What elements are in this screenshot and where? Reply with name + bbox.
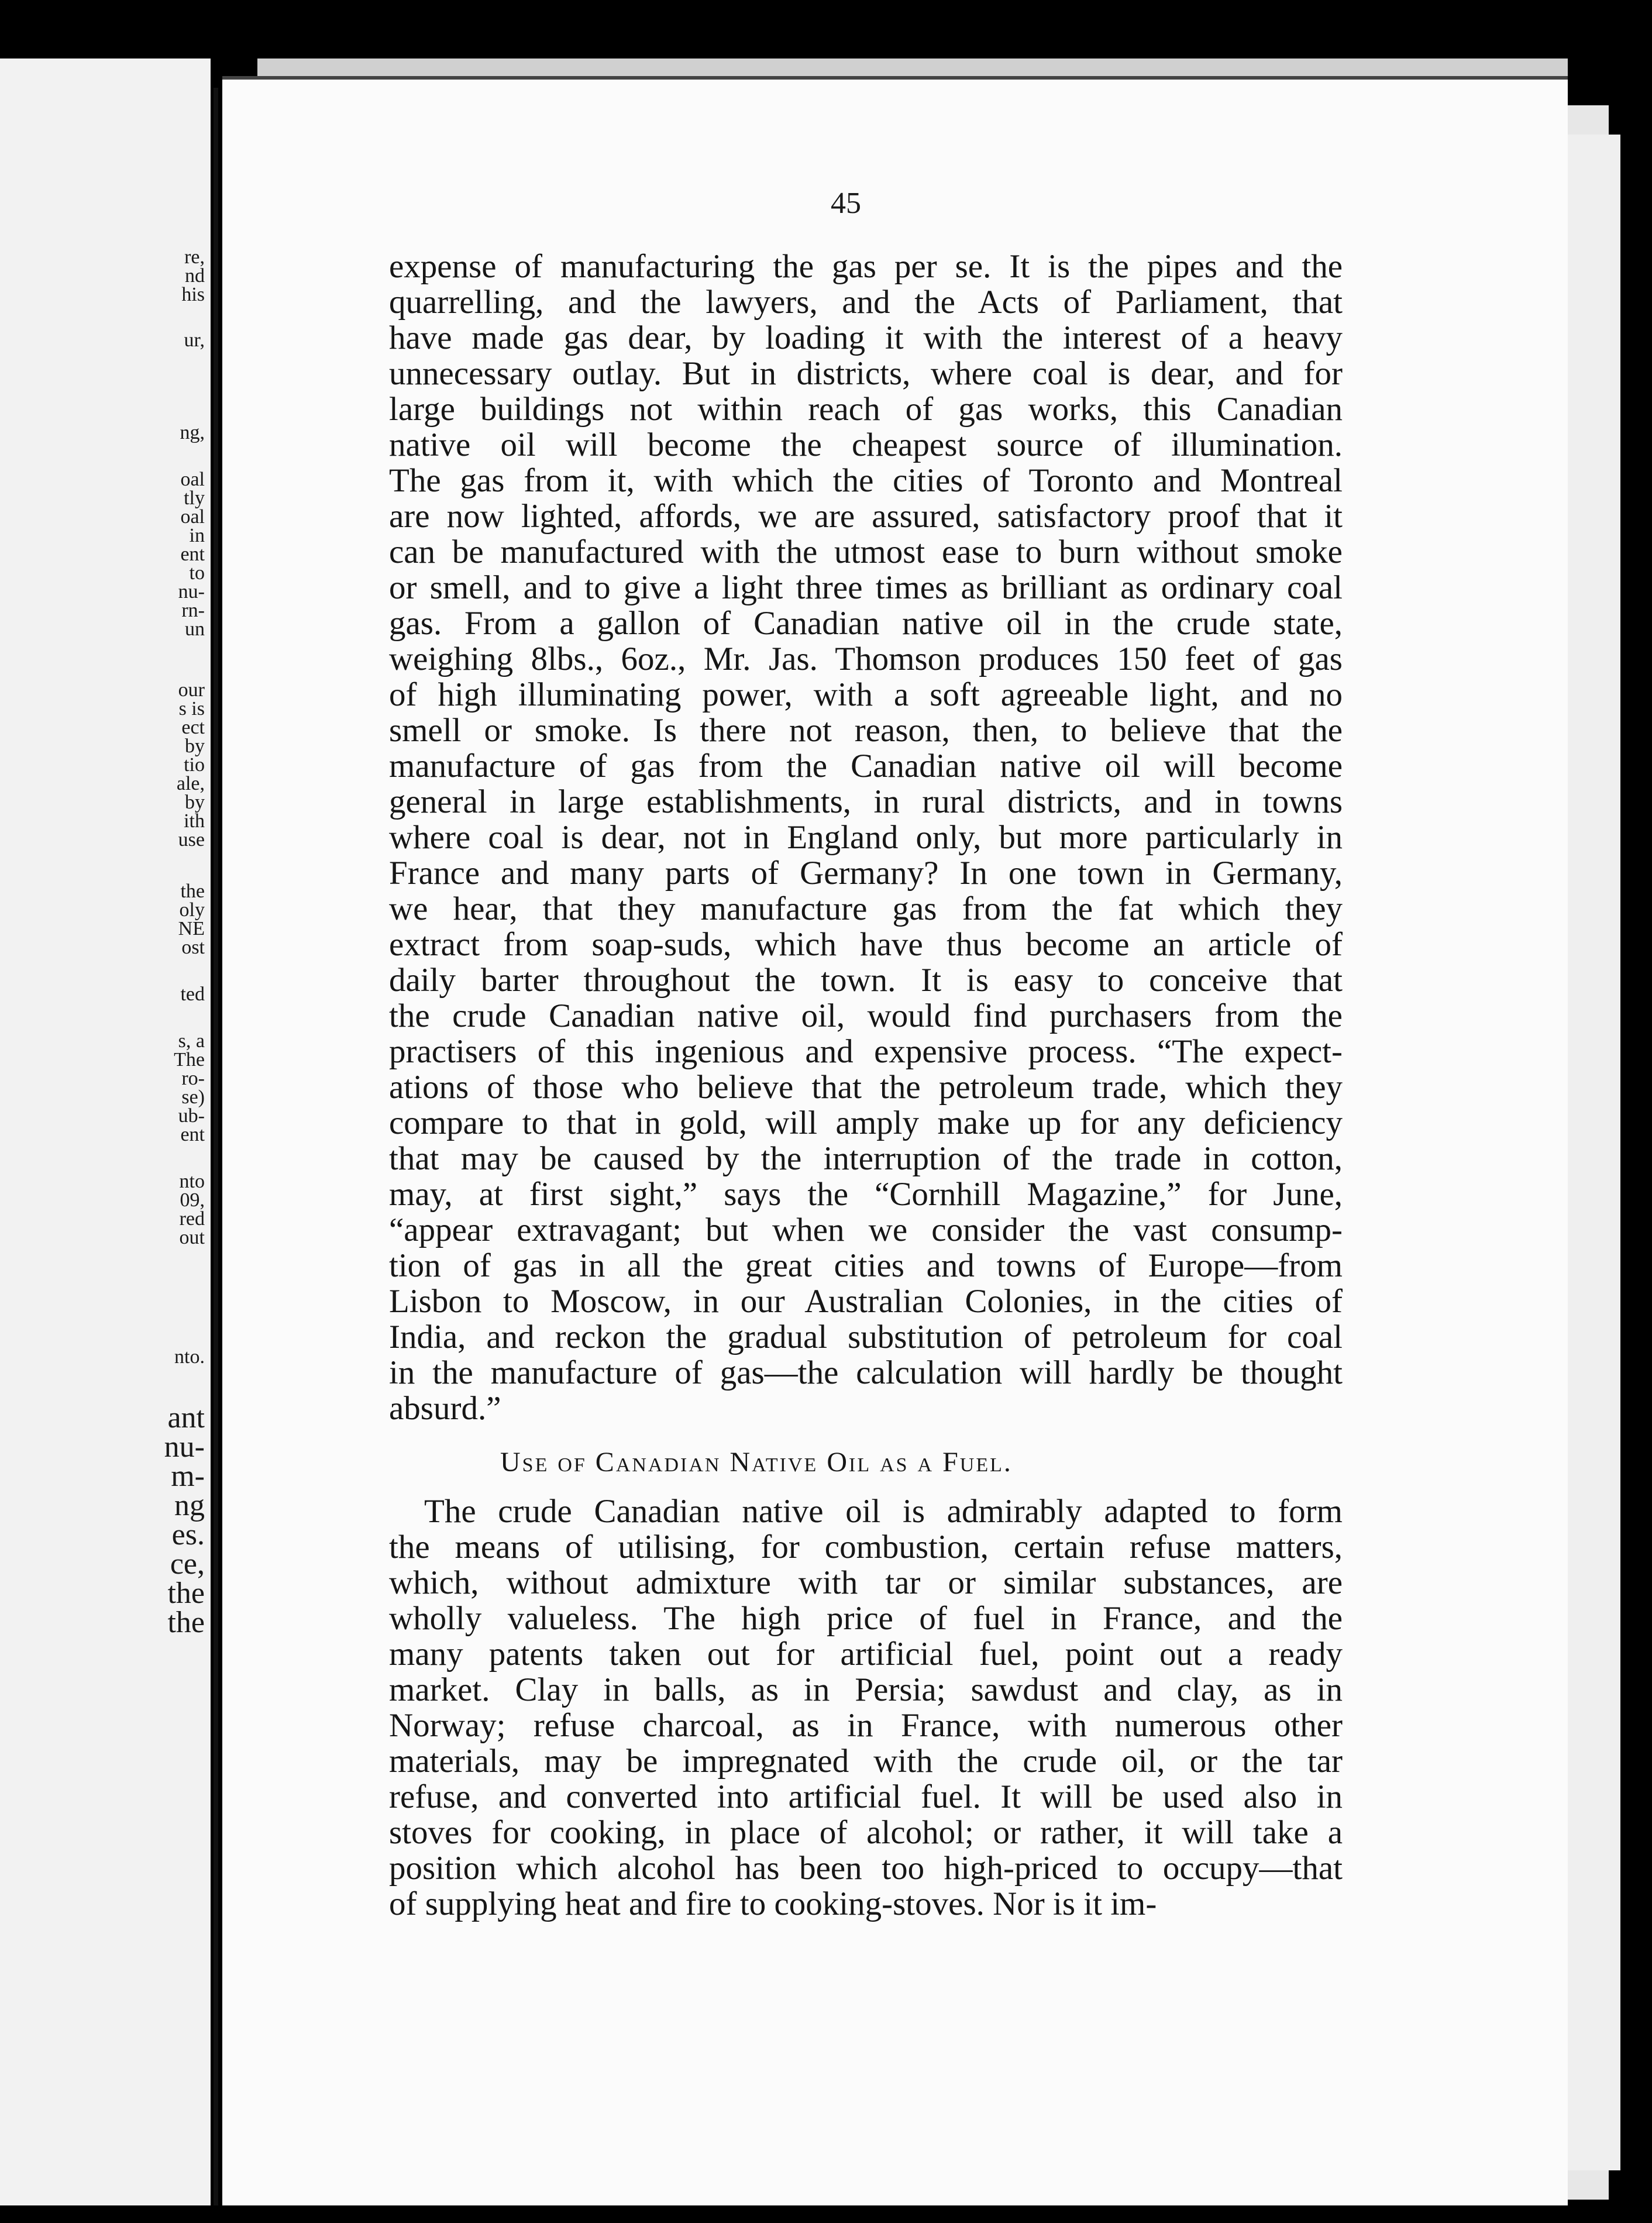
- text-line: we hear, that they manufacture gas from the fat which they: [389, 890, 1343, 927]
- left-page-fragment-text: tio: [184, 754, 205, 776]
- left-page-fragment-text: tly: [184, 487, 205, 509]
- text-line: are now lighted, affords, we are assured, satisfactory proof that it: [389, 498, 1343, 535]
- left-page-fragment-text: the: [180, 880, 205, 902]
- left-page-fragment-text: ost: [181, 937, 205, 958]
- text-line: India, and reckon the gradual substitution of petroleum for coal: [389, 1319, 1343, 1355]
- text-line: market. Clay in balls, as in Persia; sawdust and clay, as in: [389, 1671, 1343, 1708]
- left-page-fragment-text: by: [185, 792, 205, 813]
- left-page-fragment-text: ect: [181, 717, 205, 738]
- page-number: 45: [831, 187, 861, 220]
- left-page-fragment-text: ng: [174, 1489, 205, 1522]
- text-line: “appear extravagant; but when we consider the vast consump-: [389, 1212, 1343, 1248]
- text-line: The crude Canadian native oil is admirably adapted to form: [424, 1493, 1343, 1530]
- text-line: of high illuminating power, with a soft agreeable light, and no: [389, 676, 1343, 713]
- left-page-fragment-text: oal: [180, 506, 205, 528]
- left-page-fragment-text: ent: [180, 543, 205, 565]
- text-line: daily barter throughout the town. It is easy to conceive that: [389, 962, 1343, 999]
- left-page-text-fragments: [0, 58, 205, 2211]
- left-page-fragment-text: the: [167, 1606, 205, 1639]
- left-page-fragment-text: by: [185, 735, 205, 757]
- text-line: general in large establishments, in rural districts, and in towns: [389, 783, 1343, 820]
- text-line: many patents taken out for artificial fuel, point out a ready: [389, 1636, 1343, 1673]
- text-line: large buildings not within reach of gas works, this Canadian: [389, 391, 1343, 428]
- left-page-fragment-text: ith: [184, 810, 205, 832]
- left-page-fragment-text: ce,: [170, 1547, 205, 1581]
- text-line: absurd.”: [389, 1390, 501, 1427]
- left-page-fragment-text: nu-: [178, 581, 205, 603]
- text-line: may, at first sight,” says the “Cornhill Magazine,” for June,: [389, 1176, 1343, 1213]
- left-page-fragment: [0, 58, 211, 2211]
- text-line: wholly valueless. The high price of fuel in France, and the: [389, 1600, 1343, 1637]
- text-line: expense of manufacturing the gas per se. It is the pipes and the: [389, 248, 1343, 285]
- text-line: smell or smoke. Is there not reason, then, to believe that the: [389, 712, 1343, 749]
- text-line: ations of those who believe that the petroleum trade, which they: [389, 1069, 1343, 1106]
- text-line: where coal is dear, not in England only, but more particularly in: [389, 819, 1343, 856]
- text-line: the means of utilising, for combustion, certain refuse matters,: [389, 1529, 1343, 1565]
- left-page-fragment-text: ro-: [181, 1068, 205, 1089]
- left-page-fragment-text: ent: [180, 1124, 205, 1145]
- left-page-fragment-text: ub-: [178, 1105, 205, 1127]
- text-line: have made gas dear, by loading it with the interest of a heavy: [389, 319, 1343, 356]
- text-line: that may be caused by the interruption of the trade in cotton,: [389, 1140, 1343, 1177]
- text-line: can be manufactured with the utmost ease to burn without smoke: [389, 534, 1343, 570]
- text-line: France and many parts of Germany? In one town in Germany,: [389, 855, 1343, 892]
- left-page-fragment-text: rn-: [181, 600, 205, 621]
- text-line: compare to that in gold, will amply make up for any deficiency: [389, 1104, 1343, 1141]
- left-page-fragment-text: ant: [167, 1401, 205, 1434]
- text-line: of supplying heat and fire to cooking-stoves. Nor is it im-: [389, 1885, 1157, 1922]
- left-page-fragment-text: nto.: [174, 1346, 205, 1368]
- left-page-fragment-text: se): [181, 1086, 205, 1108]
- book-gutter: [214, 88, 218, 2217]
- left-page-fragment-text: re,: [184, 246, 205, 268]
- text-line: unnecessary outlay. But in districts, where coal is dear, and for: [389, 355, 1343, 392]
- text-line: native oil will become the cheapest source of illumination.: [389, 426, 1343, 463]
- text-line: materials, may be impregnated with the crude oil, or the tar: [389, 1743, 1343, 1780]
- left-page-fragment-text: ale,: [176, 773, 205, 794]
- text-line: The gas from it, with which the cities of Toronto and Montreal: [389, 462, 1343, 499]
- left-page-fragment-text: es.: [171, 1518, 205, 1551]
- text-line: practisers of this ingenious and expensive process. “The expect-: [389, 1033, 1343, 1070]
- left-page-fragment-text: to: [189, 562, 205, 584]
- scan-bottom-border: [0, 2205, 1652, 2223]
- left-page-fragment-text: out: [179, 1227, 205, 1248]
- text-line: which, without admixture with tar or similar substances, are: [389, 1564, 1343, 1601]
- text-line: Lisbon to Moscow, in our Australian Colonies, in the cities of: [389, 1283, 1343, 1320]
- text-line: gas. From a gallon of Canadian native oil in the crude state,: [389, 605, 1343, 642]
- left-page-fragment-text: s, a: [178, 1030, 205, 1052]
- left-page-fragment-text: in: [189, 525, 205, 546]
- left-page-fragment-text: red: [179, 1208, 205, 1230]
- left-page-fragment-text: our: [178, 679, 205, 701]
- left-page-fragment-text: oal: [180, 469, 205, 490]
- text-line: in the manufacture of gas—the calculation will hardly be thought: [389, 1354, 1343, 1391]
- left-page-fragment-text: ted: [180, 983, 205, 1005]
- left-page-fragment-text: un: [185, 618, 205, 640]
- body-paragraph-1: [389, 249, 1343, 1426]
- text-line: extract from soap-suds, which have thus become an article of: [389, 926, 1343, 963]
- left-page-fragment-text: nto: [179, 1171, 205, 1192]
- text-line: weighing 8lbs., 6oz., Mr. Jas. Thomson produces 150 feet of gas: [389, 641, 1343, 677]
- text-line: stoves for cooking, in place of alcohol; or rather, it will take a: [389, 1814, 1343, 1851]
- left-page-fragment-text: his: [181, 284, 205, 305]
- left-page-fragment-text: nu-: [164, 1430, 205, 1464]
- left-page-fragment-text: NE: [178, 918, 205, 940]
- text-line: or smell, and to give a light three times as brilliant as ordinary coal: [389, 569, 1343, 606]
- body-paragraph-2: [389, 1494, 1343, 1922]
- left-page-fragment-text: ng,: [180, 422, 205, 443]
- section-heading: Use of Canadian Native Oil as a Fuel.: [500, 1447, 1013, 1478]
- text-line: Norway; refuse charcoal, as in France, with numerous other: [389, 1707, 1343, 1744]
- left-page-fragment-text: 09,: [180, 1189, 205, 1211]
- text-line: manufacture of gas from the Canadian native oil will become: [389, 748, 1343, 784]
- text-line: the crude Canadian native oil, would find purchasers from the: [389, 997, 1343, 1034]
- left-page-fragment-text: use: [178, 829, 205, 851]
- text-line: tion of gas in all the great cities and towns of Europe—from: [389, 1247, 1343, 1284]
- left-page-fragment-text: s is: [178, 698, 205, 720]
- left-page-fragment-text: m-: [171, 1460, 205, 1493]
- text-line: quarrelling, and the lawyers, and the Acts of Parliament, that: [389, 284, 1343, 321]
- text-line: refuse, and converted into artificial fuel. It will be used also in: [389, 1778, 1343, 1815]
- left-page-fragment-text: the: [167, 1577, 205, 1610]
- left-page-fragment-text: oly: [179, 899, 205, 921]
- left-page-fragment-text: The: [174, 1049, 205, 1071]
- left-page-fragment-text: ur,: [184, 329, 205, 351]
- text-line: position which alcohol has been too high-priced to occupy—that: [389, 1850, 1343, 1887]
- left-page-fragment-text: nd: [185, 265, 205, 287]
